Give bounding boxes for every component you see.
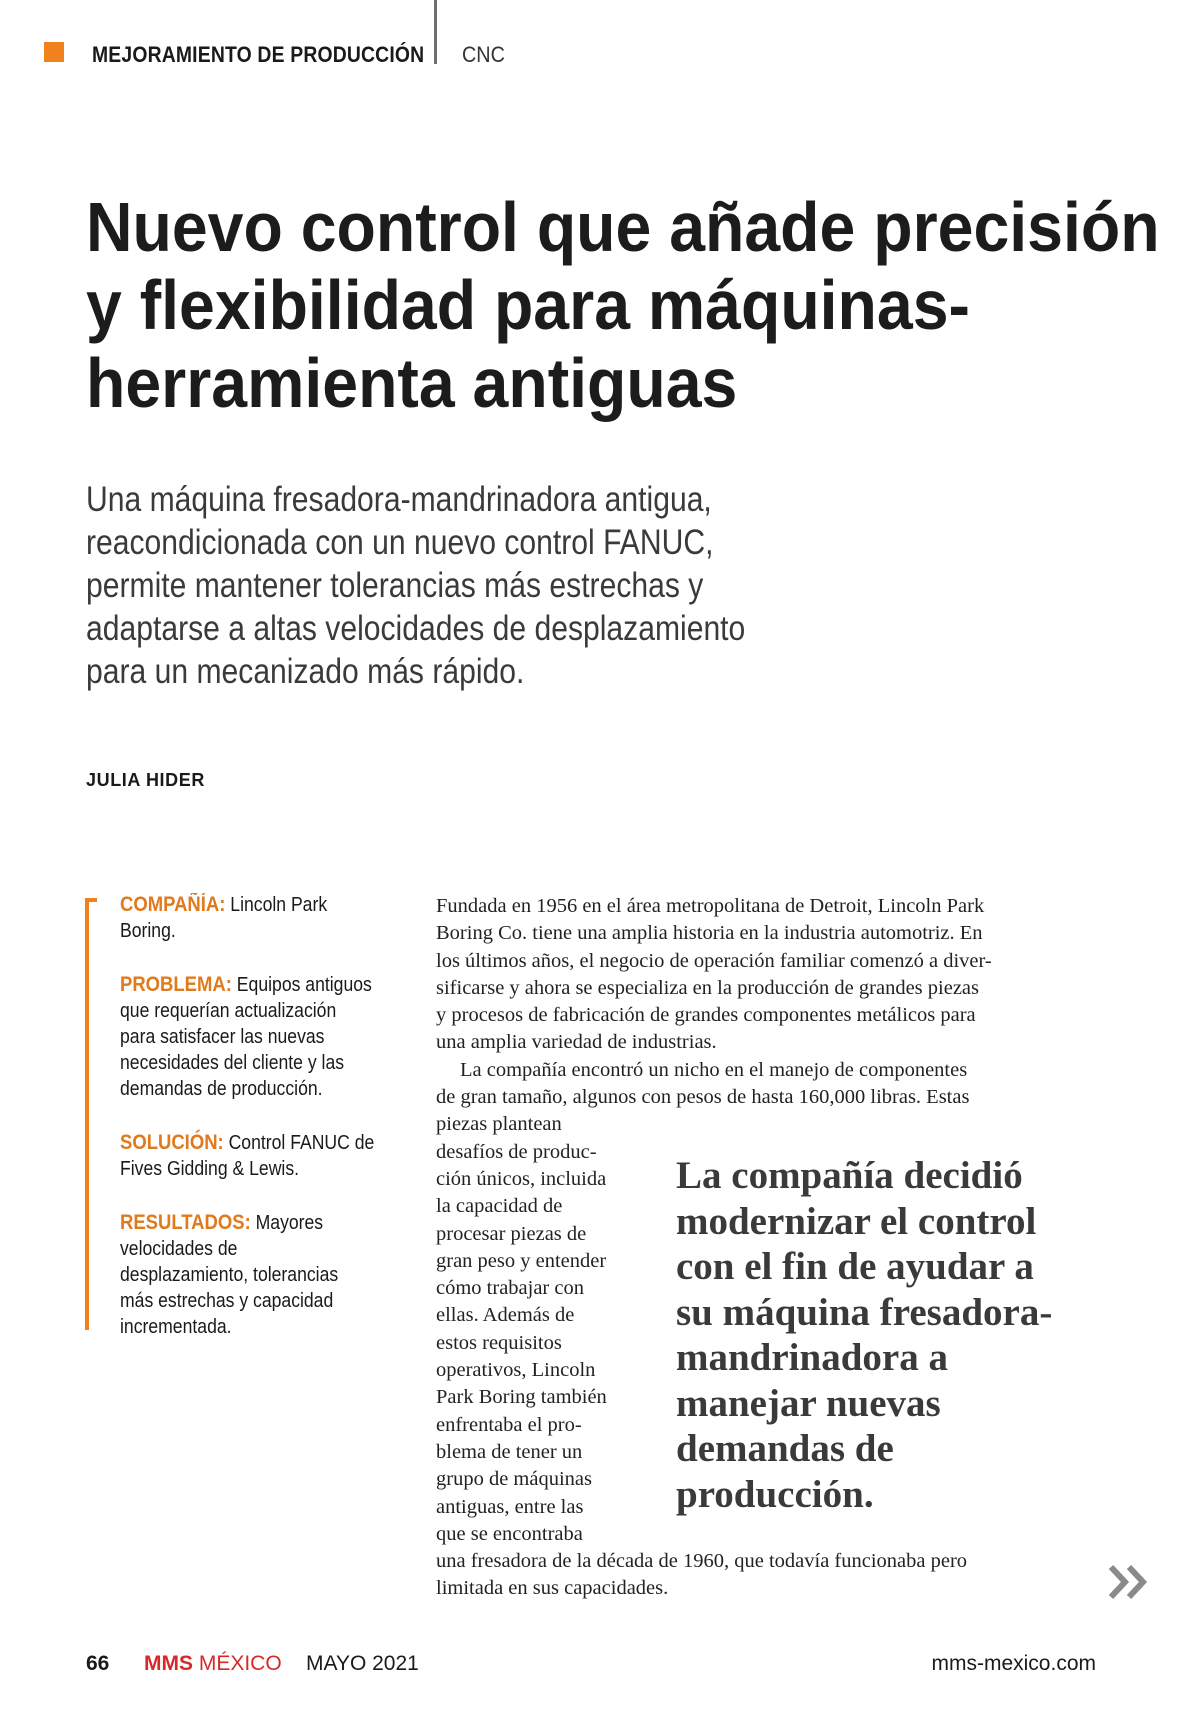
sidebar-text: necesidades del cliente y las <box>120 1052 345 1074</box>
deck-line: para un mecanizado más rápido. <box>86 652 525 691</box>
sidebar-text: incrementada. <box>120 1316 232 1338</box>
body-line: Boring Co. tiene una amplia historia en la industria automotriz. En <box>436 922 983 945</box>
sidebar-text: desplazamiento, tolerancias <box>120 1264 339 1286</box>
sidebar-label: PROBLEMA: <box>120 973 232 996</box>
sidebar-text: Boring. <box>120 920 176 942</box>
headline-line: y flexibilidad para máquinas- <box>86 266 970 344</box>
body-line: sificarse y ahora se especializa en la producción de grandes piezas <box>436 976 979 999</box>
pull-quote-line: producción. <box>676 1472 874 1516</box>
body-line: blema de tener un <box>436 1440 583 1463</box>
deck-line: permite mantener tolerancias más estrechas y <box>86 566 704 605</box>
body-line: operativos, Lincoln <box>436 1359 596 1382</box>
body-line: de gran tamaño, algunos con pesos de hasta 160,000 libras. Estas <box>436 1086 970 1109</box>
deck-line: adaptarse a altas velocidades de desplazamiento <box>86 609 746 648</box>
sidebar-text: Lincoln Park <box>225 894 328 916</box>
section-marker-square <box>44 42 64 62</box>
body-line: ellas. Además de <box>436 1304 575 1327</box>
sidebar-text: demandas de producción. <box>120 1078 323 1100</box>
pull-quote-line: modernizar el control <box>676 1199 1037 1243</box>
brand-mms: MMS <box>144 1652 193 1675</box>
header-divider <box>434 0 437 64</box>
website-url: mms-mexico.com <box>931 1652 1096 1675</box>
pull-quote-line: demandas de <box>676 1427 894 1470</box>
sidebar-text: más estrechas y capacidad <box>120 1290 334 1312</box>
sidebar-accent-bar <box>85 898 89 1330</box>
sidebar-text: Control FANUC de <box>223 1132 375 1154</box>
sidebar-label: COMPAÑÍA: <box>120 893 226 916</box>
body-line: una fresadora de la década de 1960, que todavía funcionaba pero <box>436 1550 968 1572</box>
author-byline: JULIA HIDER <box>86 770 205 790</box>
sidebar-text: velocidades de <box>120 1238 238 1260</box>
pull-quote-line: con el fin de ayudar a <box>676 1245 1034 1288</box>
section-title: MEJORAMIENTO DE PRODUCCIÓN <box>92 42 425 67</box>
sidebar-accent-tick <box>85 898 97 902</box>
body-line: procesar piezas de <box>436 1222 587 1245</box>
body-text-top <box>436 893 1096 1111</box>
article-deck <box>86 478 746 693</box>
headline-line: Nuevo control que añade precisión <box>86 188 1160 266</box>
sidebar-text: Mayores <box>250 1212 324 1234</box>
pull-quote-line: mandrinadora a <box>676 1336 948 1379</box>
body-line: los últimos años, el negocio de operación familiar comenzó a diver- <box>436 949 992 972</box>
body-line: Park Boring también <box>436 1386 607 1409</box>
deck-line: Una máquina fresadora-mandrinadora antigua, <box>86 480 712 519</box>
body-line: gran peso y entender <box>436 1249 607 1272</box>
sidebar-label: SOLUCIÓN: <box>120 1131 224 1154</box>
sidebar-text: Fives Gidding & Lewis. <box>120 1158 300 1180</box>
deck-line: reacondicionada con un nuevo control FANUC, <box>86 523 714 562</box>
section-topic: CNC <box>462 42 505 67</box>
body-text-bottom <box>436 1548 1096 1603</box>
pull-quote-line: La compañía decidió <box>676 1154 1023 1197</box>
sidebar-item-company <box>120 892 375 944</box>
brand-mexico: MÉXICO <box>193 1652 282 1675</box>
magazine-brand <box>144 1652 282 1676</box>
sidebar-summary <box>120 892 375 1368</box>
body-line: Fundada en 1956 en el área metropolitana de Detroit, Lincoln Park <box>436 895 985 917</box>
sidebar-item-results <box>120 1210 375 1340</box>
body-line: antiguas, entre las <box>436 1495 584 1518</box>
sidebar-item-solution <box>120 1130 375 1182</box>
body-line: limitada en sus capacidades. <box>436 1577 669 1600</box>
sidebar-label: RESULTADOS: <box>120 1211 251 1234</box>
body-text-wrap <box>436 1111 656 1548</box>
body-line: La compañía encontró un nicho en el manejo de componentes <box>460 1058 968 1081</box>
headline-line: herramienta antiguas <box>86 344 738 422</box>
sidebar-text: que requerían actualización <box>120 1000 337 1022</box>
body-line: que se encontraba <box>436 1522 583 1545</box>
double-chevron-right-icon <box>1108 1563 1150 1601</box>
article-headline <box>86 188 1160 422</box>
body-line: una amplia variedad de industrias. <box>436 1031 717 1054</box>
sidebar-text: para satisfacer las nuevas <box>120 1026 325 1048</box>
body-line: piezas plantean <box>436 1113 562 1136</box>
pull-quote-line: manejar nuevas <box>676 1381 941 1425</box>
sidebar-text: Equipos antiguos <box>231 974 372 996</box>
pull-quote <box>676 1153 1116 1517</box>
body-line: desafíos de produc- <box>436 1140 597 1163</box>
body-line: y procesos de fabricación de grandes componentes metálicos para <box>436 1004 976 1027</box>
page-number: 66 <box>86 1652 110 1675</box>
body-line: ción únicos, incluida <box>436 1167 607 1190</box>
issue-date: MAYO 2021 <box>306 1652 419 1675</box>
body-line: grupo de máquinas <box>436 1468 592 1491</box>
body-line: estos requisitos <box>436 1331 562 1354</box>
body-line: la capacidad de <box>436 1195 563 1218</box>
pull-quote-line: su máquina fresadora- <box>676 1290 1053 1334</box>
body-line: enfrentaba el pro- <box>436 1413 582 1436</box>
sidebar-item-problem <box>120 972 375 1102</box>
body-line: cómo trabajar con <box>436 1277 584 1300</box>
